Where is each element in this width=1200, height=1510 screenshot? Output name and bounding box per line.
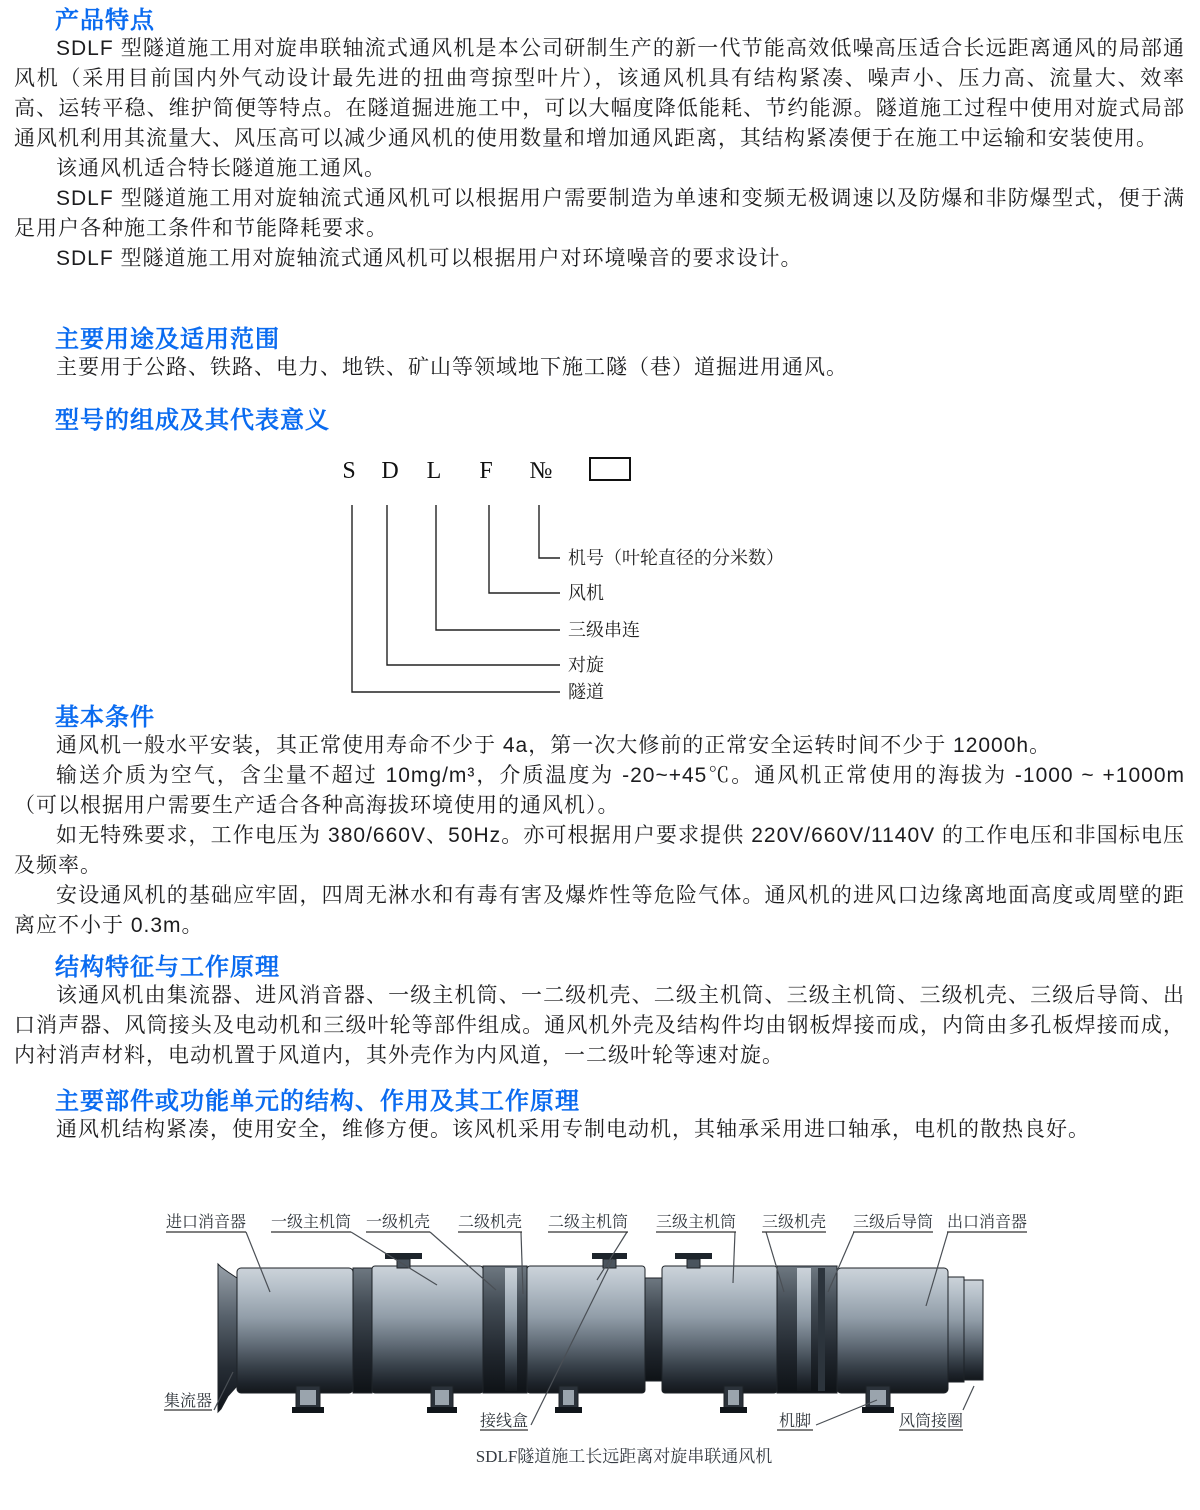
paragraph: SDLF 型隧道施工用对旋轴流式通风机可以根据用户对环境噪音的要求设计。	[56, 247, 803, 270]
label-duct-ring: 风筒接圈	[898, 1413, 964, 1430]
label-junction-box: 接线盒	[479, 1413, 529, 1430]
figure-caption: SDLF隧道施工长远距离对旋串联通风机	[475, 1447, 773, 1466]
model-letter-d: D	[381, 458, 399, 484]
label-collector: 集流器	[163, 1393, 213, 1410]
inlet-bell	[218, 1264, 237, 1412]
duct-ring-1	[948, 1277, 964, 1382]
model-label-counter-rotating: 对旋	[568, 655, 604, 675]
fan-diagram-figure	[0, 1200, 1200, 1510]
paragraph: 主要用于公路、铁路、电力、地铁、矿山等领域地下施工隧（巷）道掘进用通风。	[56, 356, 848, 379]
stage1-main-section	[372, 1266, 483, 1393]
stage3-lifting-lug-stem	[687, 1259, 700, 1268]
stage2-main-section	[527, 1266, 645, 1393]
model-letter-l: L	[426, 458, 442, 484]
label-stage3-main-barrel: 三级主机筒	[655, 1214, 737, 1231]
heading-usage: 主要用途及适用范围	[55, 326, 280, 353]
model-line-l	[436, 505, 560, 630]
casing-complex-b-strip	[505, 1268, 517, 1391]
model-code-diagram	[330, 450, 890, 705]
model-letter-no: №	[529, 458, 553, 484]
fan-top-labels	[166, 1213, 1027, 1232]
model-line-s	[352, 505, 560, 692]
section-components	[0, 1089, 1200, 1145]
paragraph: SDLF 型隧道施工用对旋串联轴流式通风机是本公司研制生产的新一代节能高效低噪高压适合长远距离通风的局部通风机（采用目前国内外气动设计最先进的扭曲弯掠型叶片），该通风机具有结构紧凑、噪声小、压力高、流量大、效率高、运转平稳、维护简便等特点。在隧道掘进施工中，可以大幅度降低能耗、节约能源。隧道施工过程中使用对旋式局部通风机利用其流量大、风压高可以减少通风机的使用数量和增加通风距离，其结构紧凑便于在施工中运输和安装使用。	[14, 37, 1185, 150]
paragraph: 安设通风机的基础应牢固，四周无淋水和有毒有害及爆炸性等危险气体。通风机的进风口边缘离地面高度或周壁的距离应不小于 0.3m。	[14, 884, 1185, 937]
duct-ring-2	[964, 1280, 983, 1380]
paragraph: SDLF 型隧道施工用对旋轴流式通风机可以根据用户需要制造为单速和变频无极调速以及防爆和非防爆型式，便于满足用户各种施工条件和节能降耗要求。	[14, 187, 1185, 240]
model-label-tunnel: 隧道	[568, 682, 604, 702]
model-label-fan: 风机	[568, 583, 604, 603]
label-machine-foot: 机脚	[778, 1413, 812, 1430]
fan-diagram	[0, 1200, 1200, 1510]
label-stage2-casing: 二级机壳	[457, 1214, 523, 1231]
section-model	[0, 408, 1200, 705]
paragraph: 输送介质为空气，含尘量不超过 10mg/m³，介质温度为 -20~+45℃。通风机正常使用的海拔为 -1000 ~ +1000m（可以根据用户需要生产适合各种高海拔环境使用的通风机）。	[14, 764, 1185, 817]
model-line-d	[387, 505, 560, 665]
label-stage3-casing: 三级机壳	[761, 1214, 827, 1231]
model-number-box	[590, 458, 630, 480]
model-label-number: 机号（叶轮直径的分米数）	[568, 548, 784, 568]
section-features	[0, 8, 1200, 274]
heading-structure: 结构特征与工作原理	[55, 954, 280, 981]
label-inlet-silencer: 进口消音器	[165, 1214, 247, 1231]
label-stage3-rear-guide: 三级后导筒	[852, 1214, 934, 1231]
model-letter-f: F	[479, 458, 493, 484]
label-stage1-main-barrel: 一级主机筒	[270, 1214, 352, 1231]
label-stage1-casing: 一级机壳	[365, 1214, 431, 1231]
model-label-three-stage: 三级串连	[568, 620, 640, 640]
junction-box-cap	[592, 1253, 627, 1259]
paragraph: 通风机结构紧凑，使用安全，维修方便。该风机采用专制电动机，其轴承采用进口轴承，电机的散热良好。	[56, 1118, 1090, 1141]
heading-model: 型号的组成及其代表意义	[55, 407, 330, 434]
model-line-no	[539, 505, 560, 558]
heading-conditions: 基本条件	[55, 704, 155, 731]
paragraph: 如无特殊要求，工作电压为 380/660V、50Hz。亦可根据用户要求提供 220V/660V/1140V 的工作电压和非国标电压及频率。	[14, 824, 1185, 877]
heading-features: 产品特点	[55, 7, 155, 34]
heading-components: 主要部件或功能单元的结构、作用及其工作原理	[55, 1088, 580, 1115]
inlet-silencer-section	[237, 1268, 353, 1393]
label-stage2-main-barrel: 二级主机筒	[547, 1214, 629, 1231]
connector-ring	[645, 1278, 662, 1381]
paragraph: 通风机一般水平安装，其正常使用寿命不少于 4a，第一次大修前的正常安全运转时间不少于 12000h。	[56, 734, 1052, 757]
section-usage	[0, 327, 1200, 383]
section-structure	[0, 955, 1200, 1071]
paragraph: 该通风机适合特长隧道施工通风。	[56, 157, 386, 180]
section-conditions	[0, 705, 1200, 941]
flange-a	[353, 1268, 372, 1393]
stage3-lifting-lug-cap	[675, 1253, 712, 1259]
label-outlet-silencer: 出口消音器	[946, 1214, 1028, 1231]
casing-complex-c-strip1	[797, 1268, 811, 1391]
paragraph: 该通风机由集流器、进风消音器、一级主机筒、一二级机壳、二级主机筒、三级主机筒、三级机壳、三级后导筒、出口消声器、风筒接头及电动机和三级叶轮等部件组成。通风机外壳及结构件均由钢板焊接而成，内筒由多孔板焊接而成，内衬消声材料，电动机置于风道内，其外壳作为内风道，一二级叶轮等速对旋。	[14, 984, 1185, 1067]
stage3-main-section	[662, 1266, 777, 1393]
casing-complex-c-strip2	[818, 1268, 825, 1391]
model-letter-s: S	[342, 458, 356, 484]
model-line-f	[489, 505, 560, 593]
